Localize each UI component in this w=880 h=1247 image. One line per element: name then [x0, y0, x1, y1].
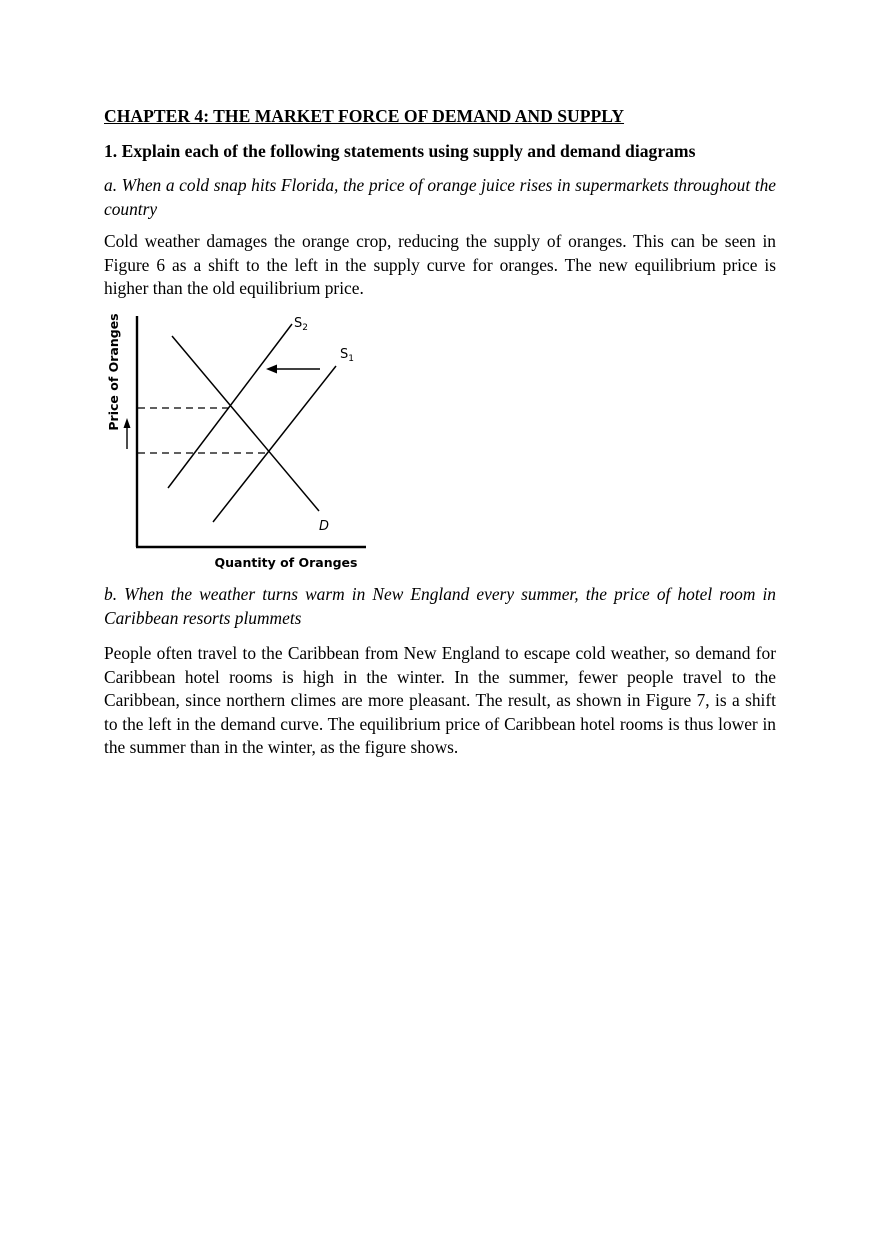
part-a-prompt: a. When a cold snap hits Florida, the price of orange juice rises in supermarkets throughout the country [104, 175, 776, 219]
demand-curve [172, 336, 319, 511]
curve-label-d: D [319, 519, 330, 534]
question-heading: 1. Explain each of the following statements using supply and demand diagrams [104, 141, 696, 161]
x-axis-label: Quantity of Oranges [214, 555, 358, 570]
curve-label-s2: $S_2$ [294, 316, 308, 333]
chapter-heading: CHAPTER 4: THE MARKET FORCE OF DEMAND AND SUPPLY [104, 106, 625, 126]
part-a-answer: Cold weather damages the orange crop, reducing the supply of oranges. This can be seen in Figure 6 as a shift to the left in the supply curve for oranges. The new equilibrium price is higher than the old equilibrium price. [104, 231, 776, 298]
supply-curve-s2 [168, 324, 292, 488]
part-b-answer: People often travel to the Caribbean from New England to escape cold weather, so demand for Caribbean hotel rooms is high in the winter. In the summer, fewer people travel to the Caribbean, since northern climes are more pleasant. The result, as shown in Figure 7, is a shift to the left in the demand curve. The equilibrium price of Caribbean hotel rooms is thus lower in the summer than in the winter, as the figure shows. [104, 643, 776, 757]
y-axis-arrowhead [124, 418, 131, 428]
curve-label-s1: $S_1$ [340, 347, 354, 364]
supply-shift-arrowhead [266, 365, 277, 374]
part-b-prompt: b. When the weather turns warm in New England every summer, the price of hotel room in Caribbean resorts plummets [104, 584, 776, 628]
y-axis-label: Price of Oranges [106, 313, 121, 431]
supply-curve-s1 [213, 366, 336, 522]
supply-demand-figure [100, 308, 380, 576]
